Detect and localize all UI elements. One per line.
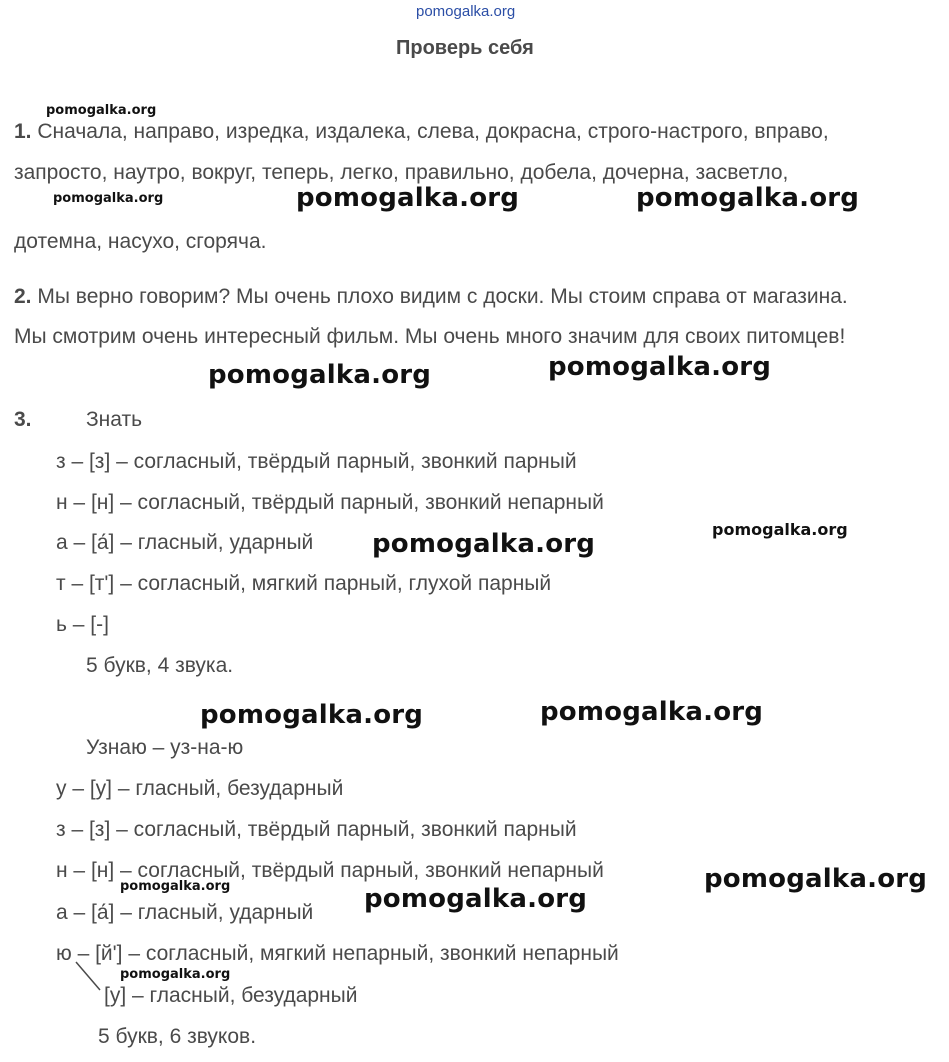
task-2-line-1 [14,285,848,309]
watermark: pomogalka.org [540,697,764,727]
watermark: pomogalka.org [372,529,596,559]
word-2-summary: 5 букв, 6 звуков. [98,1025,257,1048]
task-3-number: 3. [14,408,32,431]
word-2-heading: Узнаю – уз-на-ю [86,736,244,759]
word-1-heading: Знать [86,408,143,431]
word-1-row: а – [а́] – гласный, ударный [56,531,314,554]
site-watermark-top: pomogalka.org [416,3,516,20]
watermark: pomogalka.org [120,967,231,982]
watermark: pomogalka.org [548,352,772,382]
word-1-row: н – [н] – согласный, твёрдый парный, звонкий непарный [56,491,604,514]
word-2-row: н – [н] – согласный, твёрдый парный, звонкий непарный [56,859,604,882]
watermark: pomogalka.org [208,360,432,390]
task-2-number: 2. [14,285,32,308]
word-1-row: з – [з] – согласный, твёрдый парный, звонкий парный [56,450,577,473]
watermark: pomogalka.org [704,864,928,894]
task-2-line-2: Мы смотрим очень интересный фильм. Мы очень много значим для своих питомцев! [14,325,846,348]
task-1-line-1 [14,120,941,144]
page-title: Проверь себя [396,37,534,59]
word-2-row: з – [з] – согласный, твёрдый парный, звонкий парный [56,818,577,841]
watermark: pomogalka.org [636,183,860,213]
task-1-line-2: запросто, наутро, вокруг, теперь, легко, правильно, добела, дочерна, засветло, [14,161,789,184]
watermark: pomogalka.org [200,700,424,730]
task-1-text-1: Сначала, направо, изредка, издалека, слева, докрасна, строго-настрого, вправо, [37,120,829,143]
watermark: pomogalka.org [712,520,848,539]
word-1-row: ь – [-] [56,613,109,636]
word-2-row: ю – [й'] – согласный, мягкий непарный, звонкий непарный [56,942,619,965]
watermark: pomogalka.org [364,884,588,914]
watermark: pomogalka.org [296,183,520,213]
word-1-row: т – [т'] – согласный, мягкий парный, глухой парный [56,572,552,595]
word-2-sub-row: [у] – гласный, безударный [104,984,358,1007]
watermark: pomogalka.org [46,103,157,118]
task-2-text-1: Мы верно говорим? Мы очень плохо видим с доски. Мы стоим справа от магазина. [37,285,848,308]
word-1-summary: 5 букв, 4 звука. [86,654,234,677]
task-1-line-3: дотемна, насухо, сгоряча. [14,230,267,253]
watermark: pomogalka.org [53,191,164,206]
word-2-row: а – [а́] – гласный, ударный [56,901,314,924]
word-2-row: у – [у] – гласный, безударный [56,777,344,800]
task-1-number: 1. [14,120,32,143]
watermark: pomogalka.org [120,879,231,894]
